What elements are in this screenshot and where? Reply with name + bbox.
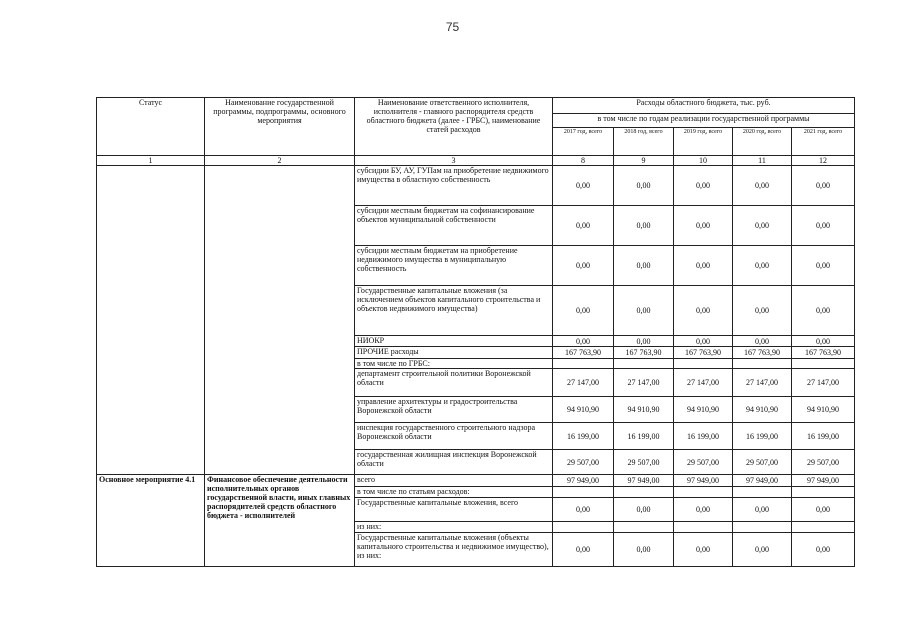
expense-item-label: в том числе по ГРБС: [355,359,553,369]
status-cell-empty [97,166,205,475]
expense-value [792,487,855,498]
expense-value: 0,00 [733,166,792,206]
expense-value: 27 147,00 [674,369,733,397]
expense-value: 167 763,90 [553,347,614,359]
header-year: 2018 год, всего [614,128,674,156]
column-number: 12 [792,156,855,166]
expense-item-label: департамент строительной политики Воронежской области [355,369,553,397]
expense-value: 0,00 [674,246,733,286]
expense-value [614,487,674,498]
expense-value [614,359,674,369]
expense-value: 16 199,00 [614,423,674,450]
expense-value: 29 507,00 [553,450,614,475]
expense-value: 0,00 [733,533,792,567]
expense-value: 16 199,00 [553,423,614,450]
header-year: 2020 год, всего [733,128,792,156]
measure-name: Финансовое обеспечение деятельности исполнительных органов государственной власти, иных главных распорядителей средств областного бюджета - исполнителей [205,475,355,567]
expense-value: 0,00 [792,286,855,336]
measure-status: Основное мероприятие 4.1 [97,475,205,567]
column-number: 9 [614,156,674,166]
expense-item-label: НИОКР [355,336,553,347]
expense-value: 27 147,00 [614,369,674,397]
expense-value: 0,00 [792,246,855,286]
expense-item-label: в том числе по статьям расходов: [355,487,553,498]
expense-value: 29 507,00 [674,450,733,475]
expense-value [674,487,733,498]
expense-value [792,359,855,369]
expense-value: 0,00 [674,498,733,522]
expense-value: 0,00 [614,533,674,567]
expense-value: 0,00 [792,206,855,246]
expense-value: 0,00 [674,336,733,347]
expense-value: 0,00 [733,336,792,347]
page-number: 75 [445,20,460,34]
header-status: Статус [97,98,205,156]
expense-value: 0,00 [792,533,855,567]
expense-value: 0,00 [733,246,792,286]
expense-value: 0,00 [792,166,855,206]
expense-value: 29 507,00 [614,450,674,475]
expense-item-label: Государственные капитальные вложения, всего [355,498,553,522]
expense-value: 167 763,90 [614,347,674,359]
expense-value: 0,00 [553,206,614,246]
header-executor: Наименование ответственного исполнителя, исполнителя - главного распорядителя средств областного бюджета (далее - ГРБС), наименование статей расходов [355,98,553,156]
expense-value: 94 910,90 [553,397,614,423]
header-program-name: Наименование государственной программы, подпрограммы, основного мероприятия [205,98,355,156]
expense-value: 0,00 [553,533,614,567]
expense-value [733,522,792,533]
expense-value [674,522,733,533]
expense-value: 94 910,90 [674,397,733,423]
expense-value: 167 763,90 [792,347,855,359]
expense-value: 0,00 [614,246,674,286]
column-number: 3 [355,156,553,166]
expense-value: 0,00 [614,166,674,206]
column-number: 10 [674,156,733,166]
expense-value: 0,00 [674,206,733,246]
expense-value [733,359,792,369]
table-body [97,98,855,567]
expense-value: 0,00 [733,498,792,522]
column-number: 8 [553,156,614,166]
expense-value: 0,00 [553,336,614,347]
expense-value [674,359,733,369]
expense-item-label: управление архитектуры и градостроительства Воронежской области [355,397,553,423]
expense-value: 0,00 [674,286,733,336]
expense-value: 97 949,00 [553,475,614,487]
column-number: 2 [205,156,355,166]
expense-value: 0,00 [553,286,614,336]
expense-value: 97 949,00 [733,475,792,487]
expense-value: 0,00 [614,206,674,246]
expense-value: 27 147,00 [553,369,614,397]
column-number: 11 [733,156,792,166]
header-by-years: в том числе по годам реализации государственной программы [553,114,855,128]
expense-item-label: из них: [355,522,553,533]
table-row [97,475,855,487]
header-year: 2017 год, всего [553,128,614,156]
expense-value: 16 199,00 [733,423,792,450]
expense-value [553,522,614,533]
budget-table [96,97,855,567]
expense-item-label: инспекция государственного строительного надзора Воронежской области [355,423,553,450]
expense-value [553,359,614,369]
column-number: 1 [97,156,205,166]
expense-value [792,522,855,533]
expense-value: 0,00 [553,246,614,286]
expense-item-label: ПРОЧИЕ расходы [355,347,553,359]
expense-value: 27 147,00 [792,369,855,397]
expense-value: 0,00 [792,336,855,347]
expense-item-label: Государственные капитальные вложения (объекты капитального строительства и недвижимое имущество), из них: [355,533,553,567]
expense-item-label: субсидии БУ, АУ, ГУПам на приобретение недвижимого имущества в областную собственность [355,166,553,206]
expense-value: 27 147,00 [733,369,792,397]
expense-value: 0,00 [792,498,855,522]
program-cell-empty [205,166,355,475]
expense-item-label: субсидии местным бюджетам на софинансирование объектов муниципальной собственности [355,206,553,246]
expense-value: 0,00 [614,336,674,347]
expense-value: 0,00 [553,498,614,522]
header-year: 2021 год, всего [792,128,855,156]
expense-value: 29 507,00 [733,450,792,475]
expense-value: 94 910,90 [614,397,674,423]
expense-value: 97 949,00 [614,475,674,487]
expense-value: 0,00 [674,533,733,567]
expense-value [733,487,792,498]
expense-value: 0,00 [553,166,614,206]
expense-value: 97 949,00 [674,475,733,487]
expense-value: 167 763,90 [674,347,733,359]
header-expenses: Расходы областного бюджета, тыс. руб. [553,98,855,114]
table-row [97,166,855,206]
expense-value: 94 910,90 [792,397,855,423]
expense-value: 0,00 [733,206,792,246]
expense-value: 16 199,00 [674,423,733,450]
expense-value: 0,00 [674,166,733,206]
expense-item-label: государственная жилищная инспекция Воронежской области [355,450,553,475]
expense-value: 16 199,00 [792,423,855,450]
expense-item-label: Государственные капитальные вложения (за исключением объектов капитального строительства и объектов недвижимого имущества) [355,286,553,336]
expense-item-label: всего [355,475,553,487]
expense-item-label: субсидии местным бюджетам на приобретение недвижимого имущества в муниципальную собственность [355,246,553,286]
header-year: 2019 год, всего [674,128,733,156]
expense-value: 0,00 [614,286,674,336]
expense-value: 94 910,90 [733,397,792,423]
expense-value [614,522,674,533]
expense-value: 97 949,00 [792,475,855,487]
expense-value: 0,00 [614,498,674,522]
expense-value: 29 507,00 [792,450,855,475]
expense-value [553,487,614,498]
expense-value: 167 763,90 [733,347,792,359]
expense-value: 0,00 [733,286,792,336]
